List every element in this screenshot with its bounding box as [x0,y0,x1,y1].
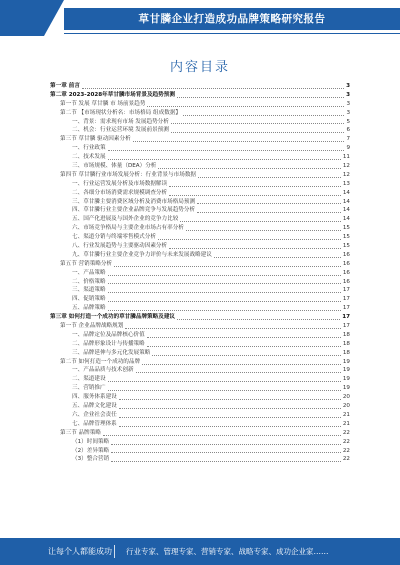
toc-entry[interactable] [50,349,350,358]
toc-entry-text: 二、机会：行业运营环境 发展前景预测 [72,127,169,134]
toc-page-number: 16 [342,269,350,276]
toc-leader-dots [108,300,341,302]
toc-entry-text: 一、背景：需求现有市场 发展趋势分析 [72,118,169,125]
toc-leader-dots [111,451,341,453]
toc-heading: 内容目录 [169,60,230,75]
toc-entry-text: 第三节 品牌策略 [60,429,101,436]
toc-page-number: 20 [342,394,350,401]
toc-entry[interactable] [50,109,350,118]
toc-page-number: 15 [342,234,350,241]
toc-entry-text: 七、渠道分销与终端零售模式分析 [72,234,156,241]
toc-leader-dots [119,407,341,409]
toc-entry-text: 一、行业运营发展分析及市场数据解读 [72,180,168,187]
toc-leader-dots [114,265,341,267]
toc-entry[interactable] [50,278,350,287]
toc-leader-dots [169,194,341,196]
toc-page-number: 20 [342,403,350,410]
toc-entry[interactable] [50,367,350,376]
toc-entry[interactable] [50,233,350,242]
toc-entry-text: 三、渠道策略 [72,287,106,294]
toc-entry-text: 七、品牌管理体系 [72,420,117,427]
toc-page-number: 22 [342,447,350,454]
toc-entry[interactable] [50,153,350,162]
toc-entry[interactable] [50,295,350,304]
toc-entry-text: 第二节 【市场现状分析名：市场格局 组成数据】 [60,109,182,116]
toc-entry-text: 五、品牌策略 [72,305,106,312]
toc-page-number: 18 [342,349,350,356]
toc-entry[interactable] [50,393,350,402]
toc-entry[interactable] [50,260,350,269]
toc-entry-text: 五、国产化进展及与国外企业的竞争力比较 [72,216,179,223]
toc-entry[interactable] [50,126,350,135]
toc-entry-text: 二、渠道建设 [72,376,106,383]
toc-entry[interactable] [50,286,350,295]
toc-leader-dots [119,425,341,427]
toc-leader-dots [108,158,341,160]
toc-leader-dots [119,398,341,400]
toc-entry-text: 第一节 企业品牌战略规划 [60,323,124,330]
report-title: 草甘膦企业打造成功品牌策略研究报告 [138,13,326,25]
toc-entry[interactable] [50,455,350,464]
table-of-contents [50,82,350,464]
toc-page-number: 11 [342,154,350,161]
toc-entry-text: 第一节 发展 草甘膦 市 场前景趋势 [60,100,146,107]
toc-page-number: 3 [346,82,350,89]
toc-entry-text: 四、草甘膦行业主要企业品牌竞争与发展趋势分析 [72,207,196,214]
toc-page-number: 14 [342,216,350,223]
toc-page-number: 19 [342,376,350,383]
toc-leader-dots [108,282,341,284]
toc-entry-text: 八、行业发展趋势与主要驱动因素分析 [72,243,168,250]
toc-leader-dots [108,149,345,151]
toc-leader-dots [180,220,341,222]
toc-page-number: 19 [342,358,350,365]
toc-entry-text: 四、服务体系建设 [72,394,117,401]
header-title-bar [64,8,400,30]
toc-entry-text: 第五节 营销策略分析 [60,260,113,267]
toc-entry-text: （3）整合营销 [72,456,110,463]
footer-slogan: 让每个人都能成功 [48,547,112,556]
toc-page-number: 22 [342,456,350,463]
toc-leader-dots [147,336,341,338]
toc-entry[interactable] [50,420,350,429]
toc-entry-text: （2）差异策略 [72,447,110,454]
toc-entry[interactable] [50,198,350,207]
toc-page-number: 17 [342,296,350,303]
footer-experts: 行业专家、管理专家、营销专家、战略专家、成功企业家…… [126,547,329,556]
toc-entry-text: 四、促销策略 [72,296,106,303]
toc-leader-dots [214,256,341,258]
toc-leader-dots [108,274,341,276]
toc-page-number: 22 [342,438,350,445]
toc-entry-text: 二、价格策略 [72,278,106,285]
toc-leader-dots [136,371,341,373]
toc-entry[interactable] [50,215,350,224]
toc-leader-dots [197,211,341,213]
header-accent-block [0,0,64,36]
toc-page-number: 15 [342,243,350,250]
toc-page-number: 17 [342,323,350,330]
toc-leader-dots [119,416,341,418]
toc-page-number: 19 [342,367,350,374]
toc-page-number: 14 [342,198,350,205]
header-divider [64,33,400,34]
toc-entry-text: 一、品牌定位及品牌核心价值 [72,331,145,338]
toc-entry-text: 第三节 草甘膦 驱动因素分析 [60,136,131,143]
toc-entry-text: 第二章 2023-2028年草甘膦市场背景及趋势预测 [50,91,175,98]
toc-entry-text: 三、草甘膦主要消费区域分析及消费市场格局预测 [72,198,196,205]
toc-entry[interactable] [50,162,350,171]
toc-entry-text: 三、品牌延伸与多元化发展策略 [72,349,151,356]
toc-entry[interactable] [50,331,350,340]
toc-page-number: 17 [342,287,350,294]
toc-entry-text: 一、行业政策 [72,145,106,152]
toc-page-number: 14 [342,207,350,214]
toc-entry[interactable] [50,118,350,127]
toc-page-number: 14 [342,189,350,196]
toc-page-number: 9 [346,145,350,152]
toc-page-number: 3 [346,109,350,116]
toc-page-number: 22 [342,429,350,436]
toc-leader-dots [111,443,341,445]
toc-leader-dots [108,309,341,311]
toc-leader-dots [142,363,341,365]
toc-page-number: 16 [342,278,350,285]
toc-leader-dots [82,87,344,89]
toc-entry[interactable] [50,82,350,91]
toc-leader-dots [177,96,344,98]
toc-page-number: 12 [342,171,350,178]
toc-entry-text: 三、营销推广 [72,385,106,392]
toc-entry-text: （1）时间策略 [72,438,110,445]
toc-page-number: 3 [346,91,350,98]
toc-entry-text: 第一章 前言 [50,82,80,89]
toc-entry[interactable] [50,251,350,260]
toc-page-number: 21 [342,411,350,418]
toc-entry[interactable] [50,91,350,100]
toc-page-number: 18 [342,340,350,347]
toc-entry[interactable] [50,322,350,331]
toc-page-number: 7 [346,136,350,143]
toc-entry[interactable] [50,304,350,313]
toc-entry[interactable] [50,224,350,233]
toc-leader-dots [186,229,341,231]
toc-page-number: 13 [342,180,350,187]
toc-leader-dots [108,389,341,391]
toc-leader-dots [183,114,344,116]
toc-entry-text: 三、市场规模、体量（DEA）分析 [72,163,157,169]
toc-page-number: 16 [342,251,350,258]
toc-page-number: 17 [342,305,350,312]
toc-entry[interactable] [50,340,350,349]
toc-entry-text: 二、各细分市场消费需求规模调查分析 [72,189,168,196]
toc-entry[interactable] [50,438,350,447]
toc-entry[interactable] [50,242,350,251]
toc-leader-dots [103,434,341,436]
toc-entry[interactable] [50,100,350,109]
toc-leader-dots [197,202,341,204]
toc-entry[interactable] [50,171,350,180]
toc-leader-dots [171,122,345,124]
footer-divider [114,545,115,558]
toc-page-number: 21 [342,420,350,427]
toc-entry[interactable] [50,429,350,438]
toc-entry-text: 一、产品品质与技术创新 [72,367,134,374]
toc-leader-dots [108,291,341,293]
toc-leader-dots [171,131,345,133]
toc-entry[interactable] [50,313,350,322]
toc-entry-text: 六、市场竞争格局与主要企业市场占有率分析 [72,225,184,232]
toc-leader-dots [158,167,340,169]
toc-page-number: 15 [342,225,350,232]
toc-entry-text: 六、企业社会责任 [72,411,117,418]
toc-page-number: 17 [342,314,350,321]
page-footer [0,538,400,565]
toc-entry[interactable] [50,384,350,393]
toc-entry-text: 五、品牌文化建设 [72,403,117,410]
toc-entry-text: 二、品牌形象设计与传播策略 [72,340,145,347]
toc-leader-dots [147,345,341,347]
toc-entry[interactable] [50,411,350,420]
toc-entry[interactable] [50,269,350,278]
toc-entry-text: 第四节 草甘膦行业市场发展分析：行业背景与市场数据 [60,171,197,178]
toc-entry-text: 二、技术发展 [72,154,106,161]
toc-entry[interactable] [50,402,350,411]
toc-page-number: 16 [342,260,350,267]
toc-leader-dots [177,318,340,320]
toc-page-number: 19 [342,385,350,392]
toc-entry[interactable] [50,144,350,153]
toc-leader-dots [169,247,341,249]
page-header [0,0,400,36]
toc-leader-dots [147,105,344,107]
toc-page-number: 3 [346,100,350,107]
toc-entry-text: 一、产品策略 [72,269,106,276]
toc-entry-text: 第二节 如何打造一个成功的品牌 [60,358,141,365]
toc-entry-text: 九、草甘膦行业主要企业竞争力评价与未来发展战略建议 [72,251,212,258]
toc-leader-dots [133,140,345,142]
toc-leader-dots [198,176,341,178]
toc-entry[interactable] [50,358,350,367]
toc-page-number: 18 [342,331,350,338]
toc-leader-dots [125,327,341,329]
toc-entry[interactable] [50,189,350,198]
toc-leader-dots [158,238,341,240]
toc-entry[interactable] [50,206,350,215]
toc-page-number: 12 [342,163,350,169]
toc-leader-dots [111,460,341,462]
toc-entry[interactable] [50,375,350,384]
toc-page-number: 5 [346,118,350,125]
toc-entry[interactable] [50,180,350,189]
toc-entry-text: 第三章 如何打造一个成功的草甘膦品牌策略及建议 [50,314,176,321]
toc-leader-dots [108,380,341,382]
toc-entry[interactable] [50,447,350,456]
toc-leader-dots [169,185,341,187]
toc-page-number: 6 [346,127,350,134]
toc-entry[interactable] [50,135,350,144]
toc-leader-dots [152,354,341,356]
